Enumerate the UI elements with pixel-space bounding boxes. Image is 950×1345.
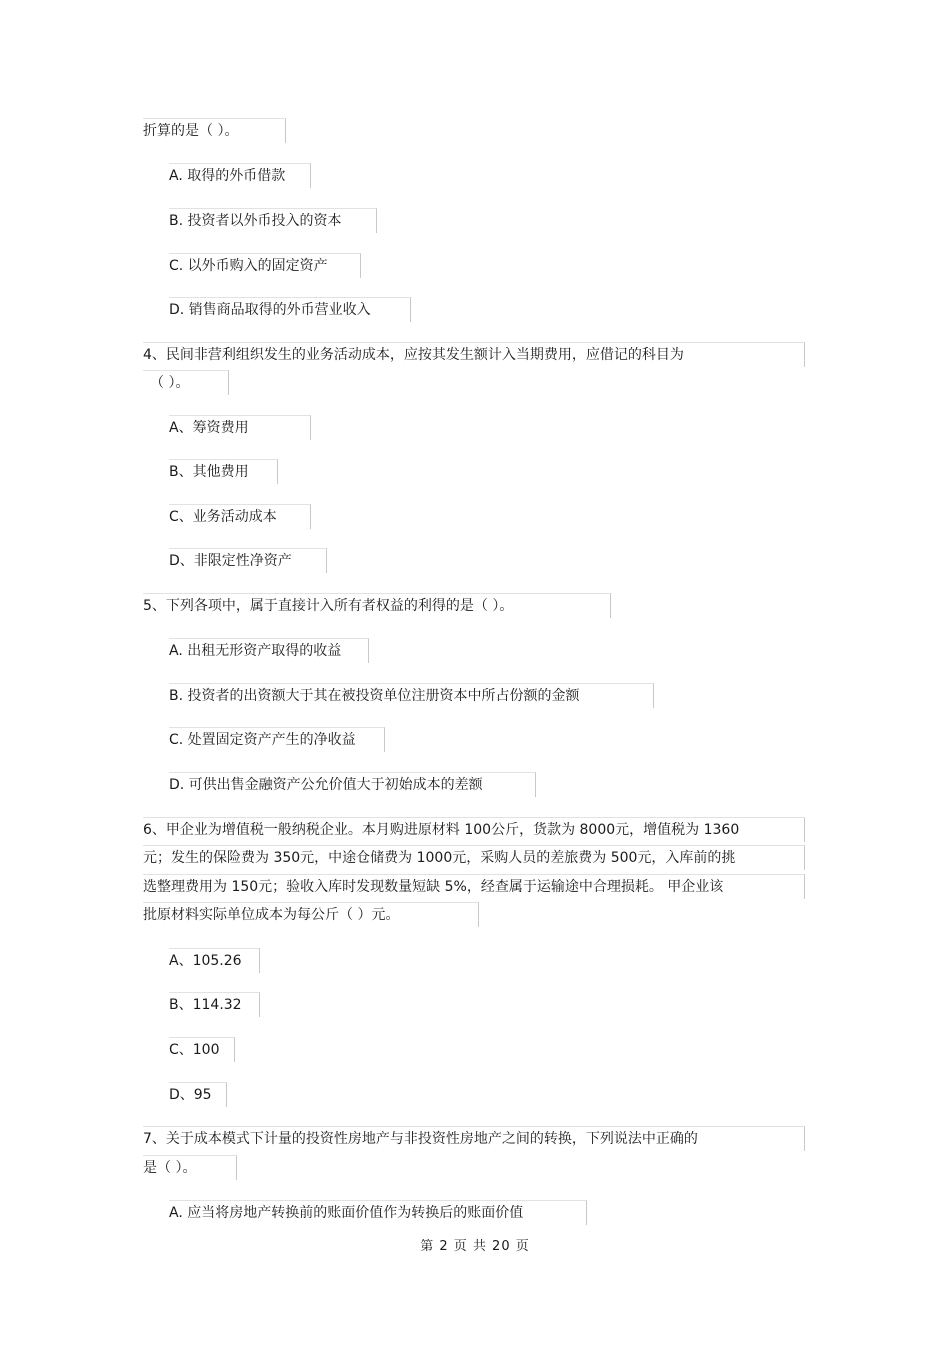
question-4-text: 4、民间非营利组织发生的业务活动成本，应按其发生额计入当期费用，应借记的科目为	[143, 347, 684, 363]
q7-option-a: A. 应当将房地产转换前的账面价值作为转换后的账面价值	[169, 1205, 524, 1221]
q6-option-b: B、114.32	[169, 997, 242, 1013]
page-footer: 第 2 页 共 20 页	[420, 1239, 530, 1254]
question-4-blank: （ ）。	[150, 375, 190, 391]
q3-option-c: C. 以外币购入的固定资产	[169, 258, 328, 274]
question-3-tail: 折算的是（ ）。	[143, 123, 239, 139]
q3-option-b: B. 投资者以外币投入的资本	[169, 213, 342, 229]
q3-option-a: A. 取得的外币借款	[169, 168, 286, 184]
q6-option-a: A、105.26	[169, 953, 242, 969]
q6-option-c: C、100	[169, 1042, 220, 1058]
q4-option-b: B、其他费用	[169, 464, 249, 480]
q5-option-d: D. 可供出售金融资产公允价值大于初始成本的差额	[169, 777, 483, 793]
q3-option-d: D. 销售商品取得的外币营业收入	[169, 302, 371, 318]
question-6-line-1: 6、甲企业为增值税一般纳税企业。本月购进原材料 100公斤，货款为 8000元，增值税为 1360	[143, 822, 740, 838]
q4-option-a: A、筹资费用	[169, 420, 249, 436]
question-5-text: 5、下列各项中，属于直接计入所有者权益的利得的是（ ）。	[143, 598, 514, 614]
question-6-line-4: 批原材料实际单位成本为每公斤（ ）元。	[143, 907, 400, 923]
question-6-line-3: 选整理费用为 150元；验收入库时发现数量短缺 5%，经查属于运输途中合理损耗。 甲企业该	[143, 879, 724, 895]
q6-option-d: D、95	[169, 1087, 212, 1103]
q5-option-a: A. 出租无形资产取得的收益	[169, 643, 342, 659]
q4-option-c: C、业务活动成本	[169, 509, 277, 525]
question-7-blank: 是（ ）。	[143, 1160, 197, 1176]
q4-option-d: D、非限定性净资产	[169, 553, 292, 569]
q5-option-b: B. 投资者的出资额大于其在被投资单位注册资本中所占份额的金额	[169, 688, 580, 704]
q5-option-c: C. 处置固定资产产生的净收益	[169, 732, 356, 748]
question-6-line-2: 元；发生的保险费为 350元，中途仓储费为 1000元，采购人员的差旅费为 500元，入库前的挑	[143, 850, 736, 866]
question-7-text: 7、关于成本模式下计量的投资性房地产与非投资性房地产之间的转换，下列说法中正确的	[143, 1131, 698, 1147]
